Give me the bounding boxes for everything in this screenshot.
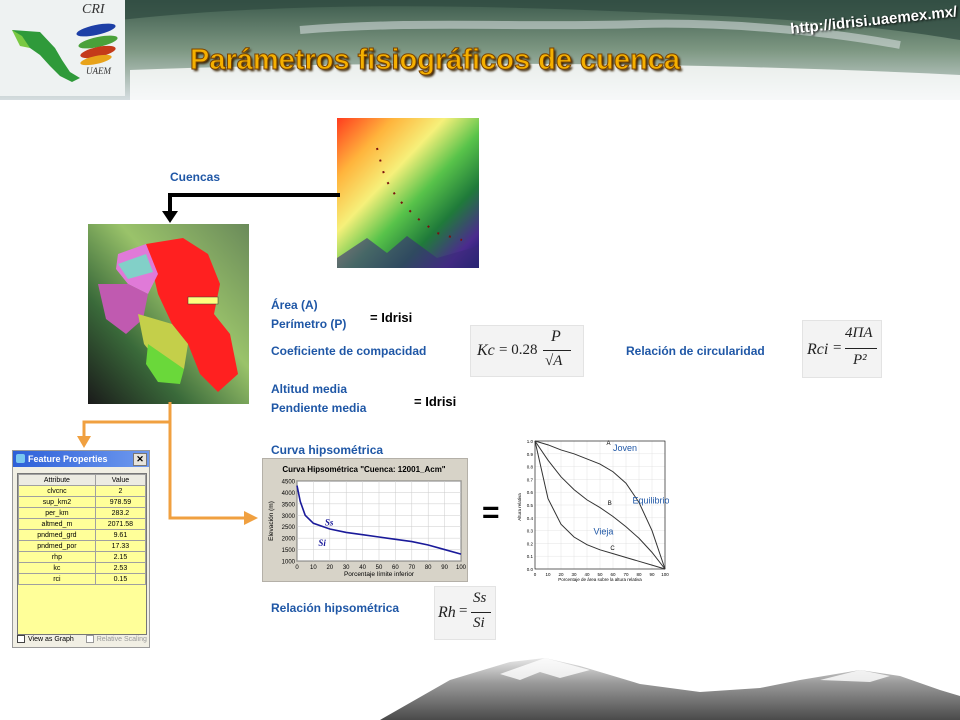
y-tick-label: 0.4: [526, 515, 533, 521]
elevation-raster-image: [337, 118, 479, 268]
table-row: [19, 563, 146, 574]
y-tick-label: 1.0: [526, 439, 533, 444]
table-row: [19, 574, 146, 585]
y-tick-label: 1500: [281, 548, 295, 555]
kc-fraction-bar: [543, 350, 571, 351]
y-tick-label: 3000: [281, 513, 295, 520]
chart-title: Curva Hipsométrica "Cuenca: 12001_Acm": [282, 465, 446, 474]
mexico-map-logo-icon: [0, 0, 125, 96]
y-tick-label: 0.6: [526, 490, 533, 496]
attribute-cell: per_km: [19, 508, 96, 519]
rci-numerator: 4ΠA: [845, 325, 873, 341]
value-cell: 2.15: [95, 552, 145, 563]
y-tick-label: 2500: [281, 525, 295, 532]
rci-symbol: Rci: [807, 341, 829, 358]
series-label-joven: Joven: [613, 443, 638, 454]
curve-letter: C: [610, 545, 615, 552]
x-tick-label: 50: [375, 565, 383, 571]
x-tick-label: 100: [455, 565, 467, 571]
value-cell: 9.61: [95, 530, 145, 541]
si-annotation: Si: [318, 538, 326, 549]
rci-denominator: P²: [853, 352, 867, 368]
x-tick-label: 80: [424, 565, 432, 571]
rh-equals: =: [459, 603, 468, 619]
ss-annotation: Ss: [324, 517, 334, 528]
y-tick-label: 0.2: [526, 541, 533, 547]
equals-sign: =: [482, 496, 500, 529]
view-as-graph-label: View as Graph: [28, 635, 74, 643]
kc-numerator: P: [551, 328, 561, 345]
circularidad-formula: [802, 320, 882, 378]
site-url[interactable]: http://idrisi.uaemex.mx/: [789, 3, 958, 38]
x-tick-label: 60: [392, 565, 399, 571]
x-tick-label: 10: [310, 565, 317, 571]
y-tick-label: 0.1: [526, 554, 533, 560]
attribute-cell: pndmed_grd: [19, 530, 96, 541]
value-cell: 2.53: [95, 563, 145, 574]
compacidad-formula: [470, 325, 584, 377]
compacidad-label: Coeficiente de compacidad: [271, 344, 427, 358]
table-row: [19, 530, 146, 541]
institution-logo: [0, 0, 125, 96]
header-banner: [0, 0, 960, 100]
altitud-pendiente-equals-idrisi: = Idrisi: [414, 394, 457, 409]
table-row: [19, 508, 146, 519]
value-cell: 2: [95, 486, 145, 497]
series-label-vieja: Vieja: [593, 526, 614, 537]
y-axis-label: Altura relativa: [517, 493, 522, 521]
x-tick-label: 10: [545, 572, 551, 577]
basins-map-image: [88, 224, 249, 404]
attribute-cell: sup_km2: [19, 497, 96, 508]
rci-fraction-bar: [845, 348, 877, 349]
relative-scaling-label: Relative Scaling: [96, 635, 147, 643]
y-tick-label: 4500: [281, 479, 295, 486]
attribute-cell: kc: [19, 563, 96, 574]
table-row: [19, 541, 146, 552]
table-row: [19, 552, 146, 563]
y-tick-label: 0.7: [526, 477, 533, 483]
app-icon: [16, 454, 25, 463]
attribute-cell: pndmed_por: [19, 541, 96, 552]
table-row: [19, 497, 146, 508]
x-tick-label: 20: [326, 565, 334, 571]
x-tick-label: 70: [408, 565, 416, 571]
y-tick-label: 3500: [281, 502, 295, 509]
x-axis-label: Porcentaje de área sobre la altura relativa: [558, 577, 642, 582]
perimetro-label: Perímetro (P): [271, 317, 347, 331]
rci-equals: =: [833, 340, 842, 356]
x-tick-label: 90: [441, 565, 448, 571]
table-row: [19, 519, 146, 530]
value-cell: 0.15: [95, 574, 145, 585]
relacion-formula: [434, 586, 496, 640]
y-tick-label: 0.0: [526, 567, 533, 572]
rh-symbol: Rh: [438, 604, 456, 621]
y-tick-label: 0.3: [526, 528, 533, 534]
hypsometric-chart-svg: [263, 459, 467, 581]
attribute-cell: clvcnc: [19, 486, 96, 497]
cuencas-label: Cuencas: [170, 170, 221, 184]
curva-label: Curva hipsométrica: [271, 443, 384, 457]
attribute-column-header[interactable]: Attribute: [19, 475, 96, 486]
table-row: [19, 486, 146, 497]
attribute-cell: altmed_m: [19, 519, 96, 530]
x-tick-label: 60: [610, 572, 616, 577]
circularidad-label: Relación de circularidad: [626, 344, 765, 358]
hypsometric-types-svg: [517, 437, 669, 584]
feature-properties-panel[interactable]: [12, 450, 150, 648]
curve-letter: A: [606, 440, 611, 447]
x-tick-label: 100: [661, 572, 669, 577]
y-tick-label: 0.8: [526, 464, 533, 470]
value-column-header[interactable]: Value: [95, 475, 145, 486]
rh-fraction-bar: [471, 612, 491, 613]
value-cell: 2071.58: [95, 519, 145, 530]
y-tick-label: 2000: [281, 536, 295, 543]
curve-letter: B: [607, 501, 612, 507]
x-tick-label: 40: [584, 572, 590, 577]
value-cell: 17.33: [95, 541, 145, 552]
rh-numerator: Ss: [473, 590, 487, 606]
x-tick-label: 0: [295, 565, 299, 571]
x-tick-label: 30: [571, 572, 577, 577]
feature-properties-title: Feature Properties: [28, 454, 108, 464]
logo-uaem-text: UAEM: [86, 66, 111, 76]
value-cell: 978.59: [95, 497, 145, 508]
x-tick-label: 30: [342, 565, 350, 571]
feature-properties-titlebar: [13, 451, 149, 467]
x-tick-label: 40: [359, 565, 366, 571]
kc-coefficient: = 0.28: [499, 342, 538, 358]
y-tick-label: 4000: [281, 490, 295, 497]
attribute-cell: rhp: [19, 552, 96, 563]
relacion-label: Relación hipsométrica: [271, 601, 400, 615]
area-perimetro-equals-idrisi: = Idrisi: [370, 310, 413, 325]
x-tick-label: 90: [649, 572, 655, 577]
area-label: Área (A): [271, 298, 318, 312]
volcano-landscape-image: [0, 640, 960, 720]
y-axis-label: Elevación (m): [268, 501, 275, 541]
x-tick-label: 80: [636, 572, 642, 577]
y-tick-label: 0.5: [526, 503, 533, 508]
pendiente-label: Pendiente media: [271, 401, 367, 415]
x-tick-label: 70: [623, 572, 629, 577]
kc-denominator: √A: [545, 353, 563, 369]
x-tick-label: 50: [597, 572, 603, 577]
altitud-label: Altitud media: [271, 382, 348, 396]
x-tick-label: 20: [558, 572, 564, 577]
kc-symbol: Kc: [477, 342, 495, 359]
rh-denominator: Si: [473, 615, 485, 631]
y-tick-label: 0.9: [526, 451, 533, 457]
value-cell: 283.2: [95, 508, 145, 519]
series-label-equilibrio: Equilibrio: [632, 495, 669, 506]
attribute-cell: rci: [19, 574, 96, 585]
logo-cri-text: CRI: [82, 2, 105, 17]
x-tick-label: 0: [533, 572, 537, 577]
slide-title: Parámetros fisiográficos de cuenca: [190, 44, 680, 76]
x-axis-label: Porcentaje límite inferior: [343, 571, 415, 578]
hypsometric-curve-chart: [262, 458, 468, 582]
close-icon[interactable]: ✕: [133, 453, 147, 466]
arrow-to-basins: [160, 185, 350, 225]
y-tick-label: 1000: [281, 559, 295, 566]
attribute-table: [17, 473, 147, 635]
hypsometric-types-chart: [517, 437, 669, 584]
